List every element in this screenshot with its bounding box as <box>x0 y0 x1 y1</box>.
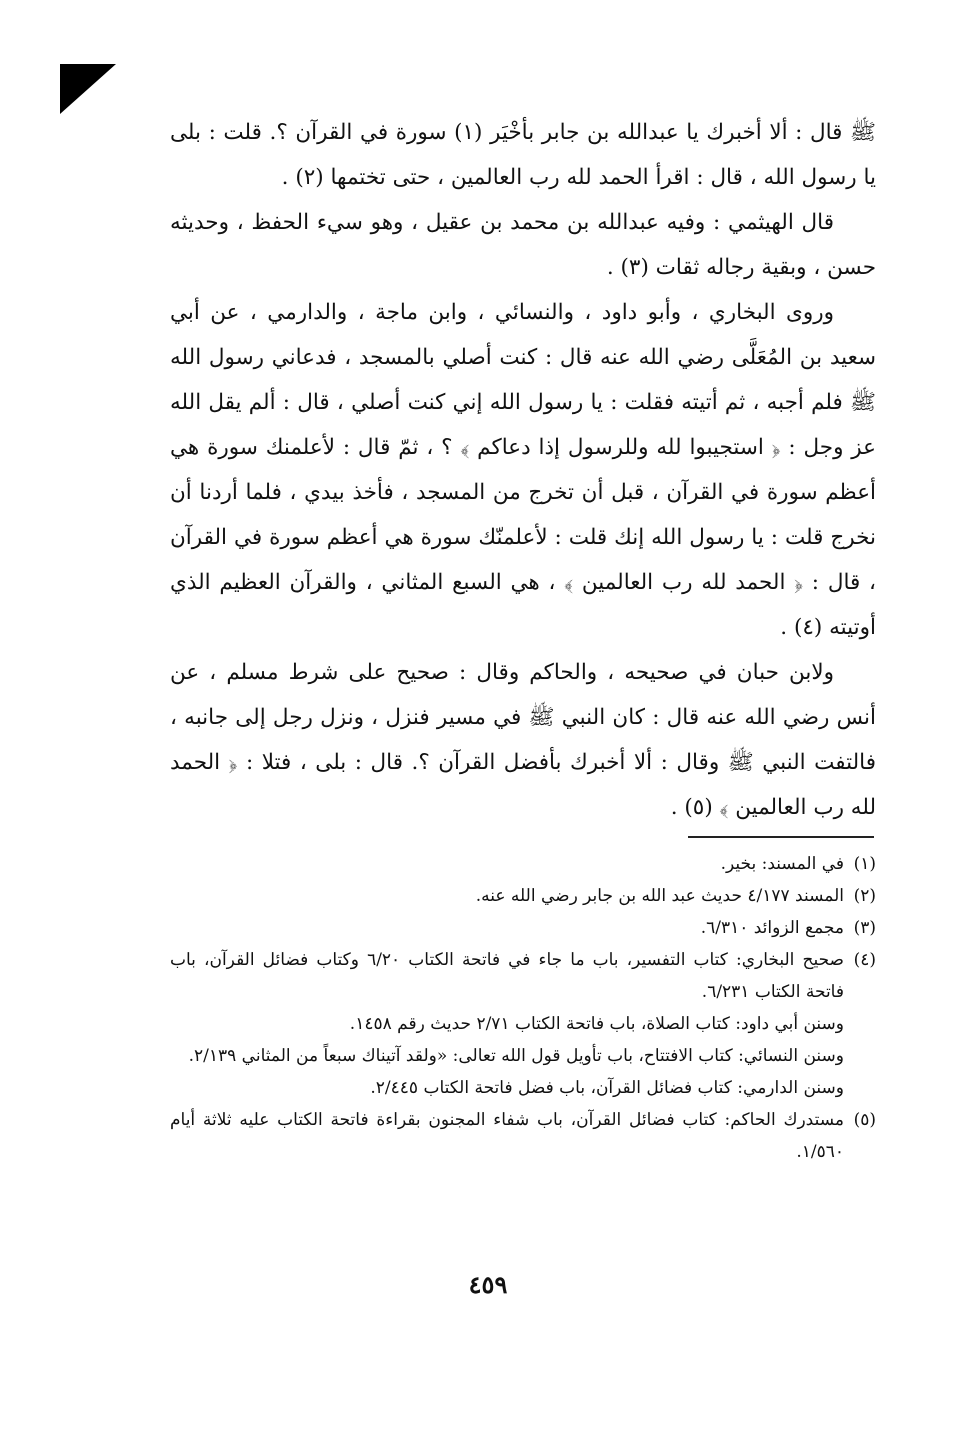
corner-triangle-mark <box>60 64 116 114</box>
footnote-number: (٢) <box>853 886 876 906</box>
footnote-continuation: وسنن النسائي: كتاب الافتتاح، باب تأويل قول الله تعالى: «ولقد آتيناك سبعاً من المثاني ٢/١٣٩. <box>188 1046 844 1066</box>
footnote <box>170 1104 876 1168</box>
footnote-number: (٤) <box>853 950 876 970</box>
footnotes <box>170 848 876 1168</box>
paragraph: ولابن حبان في صحيحه ، والحاكم وقال : صحيح على شرط مسلم ، عن أنس رضي الله عنه قال : كان النبي ﷺ في مسير فنزل ، ونزل رجل إلى جانبه ، فالتفت النبي ﷺ وقال : ألا أخبرك بأفضل القرآن ؟. قال : بلى ، فتلا : ﴿ الحمد لله رب العالمين ﴾ (٥) . <box>170 660 876 820</box>
footnote-text: مستدرك الحاكم: كتاب فضائل القرآن، باب شفاء المجنون بقراءة فاتحة الكتاب عليه ثلاثة أيام ١/٥٦٠. <box>170 1110 844 1162</box>
footnote <box>170 912 876 944</box>
footnote-number: (١) <box>853 854 876 874</box>
footnote-separator <box>688 836 874 838</box>
footnote-text: مجمع الزوائد ٦/٣١٠. <box>700 918 844 938</box>
footnote-continuation: وسنن الدارمي: كتاب فضائل القرآن، باب فضل فاتحة الكتاب ٢/٤٤٥. <box>370 1078 844 1098</box>
footnote <box>170 880 876 912</box>
footnote-text: في المسند: بخير. <box>720 854 844 874</box>
main-text <box>170 110 876 830</box>
paragraph: قال الهيثمي : وفيه عبدالله بن محمد بن عقيل ، وهو سيء الحفظ ، وحديثه حسن ، وبقية رجاله ثقات (٣) . <box>170 210 876 280</box>
footnote-text: المسند ٤/١٧٧ حديث عبد الله بن جابر رضي الله عنه. <box>475 886 844 906</box>
footnote <box>170 944 876 1008</box>
footnote-number: (٥) <box>853 1110 876 1130</box>
footnote-number: (٣) <box>853 918 876 938</box>
paragraph: وروى البخاري ، وأبو داود ، والنسائي ، وابن ماجة ، والدارمي ، عن أبي سعيد بن المُعَلَّى رضي الله عنه قال : كنت أصلي بالمسجد ، فدعاني رسول الله ﷺ فلم أجبه ، ثم أتيته فقلت : يا رسول الله إني كنت أصلي ، قال : ألم يقل الله عز وجل : ﴿ استجيبوا لله وللرسول إذا دعاكم ﴾ ؟ ، ثمّ قال : لأعلمنك سورة هي أعظم سورة في القرآن ، قبل أن تخرج من المسجد ، فأخذ بيدي ، فلما أردنا أن نخرج قلت : يا رسول الله إنك قلت : لأعلمنّك سورة هي أعظم سورة في القرآن ، قال : ﴿ الحمد لله رب العالمين ﴾ ، هي السبع المثاني ، والقرآن العظيم الذي أوتيته (٤) . <box>170 300 876 640</box>
footnote-text: صحيح البخاري: كتاب التفسير، باب ما جاء في فاتحة الكتاب ٦/٢٠ وكتاب فضائل القرآن، باب فاتحة الكتاب ٦/٢٣١. <box>170 950 844 1002</box>
page-number: ٤٥٩ <box>468 1270 508 1299</box>
footnote-continuation: وسنن أبي داود: كتاب الصلاة، باب فاتحة الكتاب ٢/٧١ حديث رقم ١٤٥٨. <box>349 1014 844 1034</box>
footnote <box>170 848 876 880</box>
paragraph: ﷺ قال : ألا أخبرك يا عبدالله بن جابر بأخْيَر (١) سورة في القرآن ؟. قلت : بلى يا رسول الله ، قال : اقرأ الحمد لله رب العالمين ، حتى تختمها (٢) . <box>170 120 876 190</box>
